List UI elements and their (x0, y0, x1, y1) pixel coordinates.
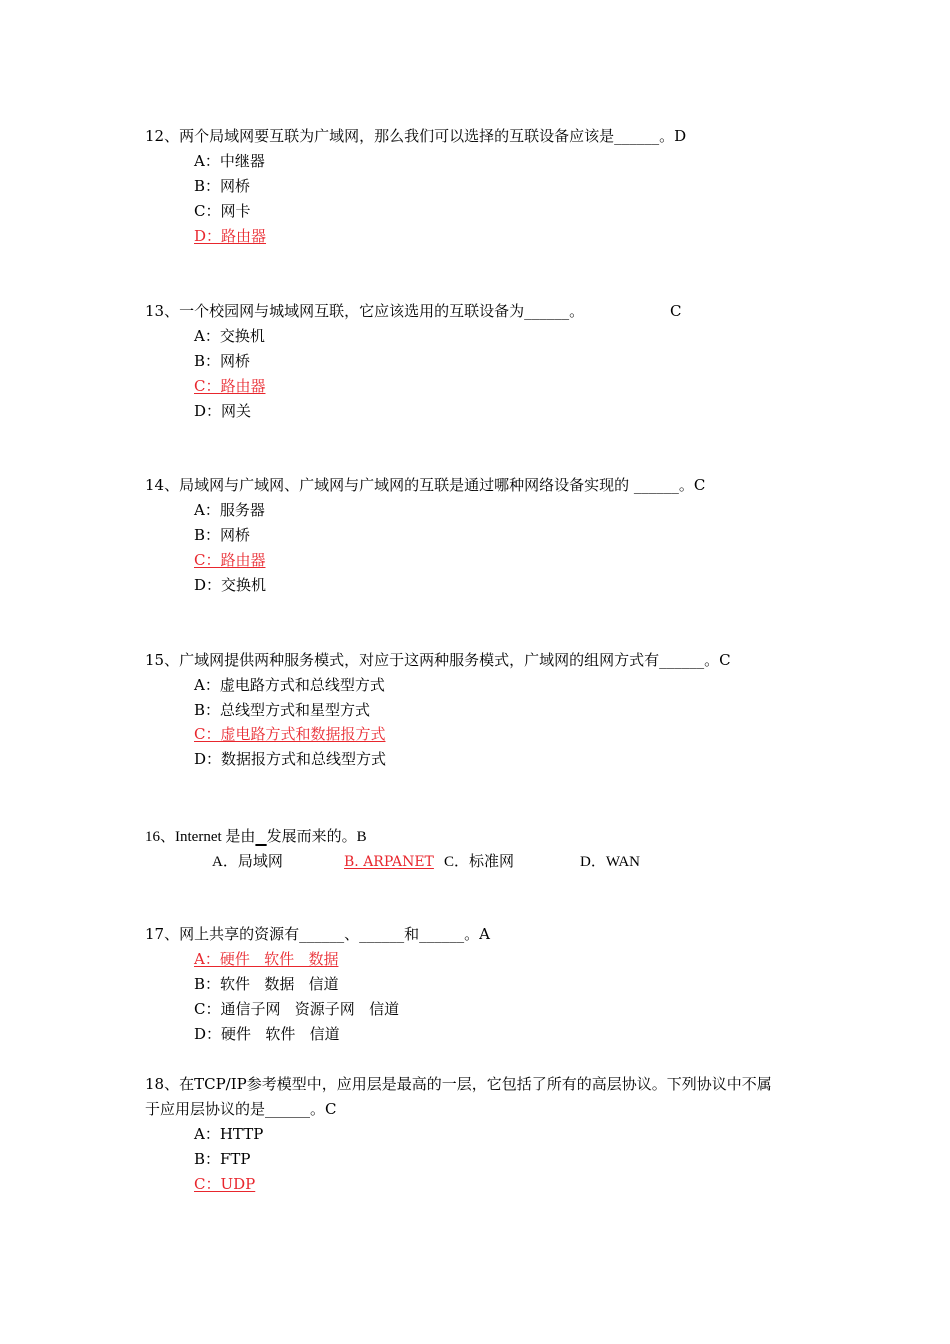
q17-option-a-correct: A：硬件 软件 数据 (194, 950, 339, 968)
q13-answer: C (670, 302, 682, 320)
q16-stem-prefix: 16、Internet 是由 (145, 829, 256, 845)
q12-option-c: C：网卡 (194, 202, 251, 220)
q13-option-a: A：交换机 (194, 327, 265, 345)
q14-option-b: B：网桥 (194, 526, 251, 544)
question-14-stem: 14、局域网与广域网、广域网与广域网的互联是通过哪种网络设备实现的 ______。C (145, 476, 706, 494)
q15-option-d: D：数据报方式和总线型方式 (194, 750, 387, 768)
q13-option-c-correct: C：路由器 (194, 377, 266, 395)
q15-option-c-correct: C：虚电路方式和数据报方式 (194, 725, 386, 743)
q12-option-d-correct: D：路由器 (194, 227, 267, 245)
question-18-stem-line2: 于应用层协议的是______。C (145, 1100, 337, 1118)
q18-option-c-correct: C：UDP (194, 1175, 256, 1193)
q17-option-d: D：硬件 软件 信道 (194, 1025, 340, 1043)
q18-option-b: B：FTP (194, 1150, 251, 1168)
q18-option-a: A：HTTP (194, 1125, 264, 1143)
q14-option-c-correct: C：路由器 (194, 551, 266, 569)
q16-option-a: A．局域网 (212, 854, 283, 870)
q16-stem-suffix: 发展而来的。B (266, 829, 367, 845)
q14-option-a: A：服务器 (194, 501, 265, 519)
q15-option-b: B：总线型方式和星型方式 (194, 701, 371, 719)
question-17-stem: 17、网上共享的资源有______、______和______。A (145, 925, 490, 943)
q13-option-b: B：网桥 (194, 352, 251, 370)
question-12-stem: 12、两个局域网要互联为广域网，那么我们可以选择的互联设备应该是______。D (145, 127, 687, 145)
q15-option-a: A：虚电路方式和总线型方式 (194, 676, 385, 694)
q12-option-a: A：中继器 (194, 152, 265, 170)
q14-option-d: D：交换机 (194, 576, 267, 594)
question-13-stem: 13、一个校园网与城域网互联，它应该选用的互联设备为______。 (145, 302, 585, 320)
q17-option-b: B：软件 数据 信道 (194, 975, 339, 993)
q12-option-b: B：网桥 (194, 177, 251, 195)
question-16-stem (145, 827, 367, 847)
question-15-stem: 15、广域网提供两种服务模式，对应于这两种服务模式，广域网的组网方式有______。C (145, 651, 731, 669)
q16-option-c: C．标准网 (444, 854, 515, 870)
q13-option-d: D：网关 (194, 402, 252, 420)
q16-stem-blank (255, 829, 266, 845)
q16-option-b-correct: B. ARPANET (344, 854, 434, 870)
q17-option-c: C：通信子网 资源子网 信道 (194, 1000, 400, 1018)
q16-option-d: D．WAN (580, 854, 640, 870)
question-18-stem-line1: 18、在TCP/IP参考模型中，应用层是最高的一层，它包括了所有的高层协议。下列协议中不属 (145, 1075, 772, 1093)
